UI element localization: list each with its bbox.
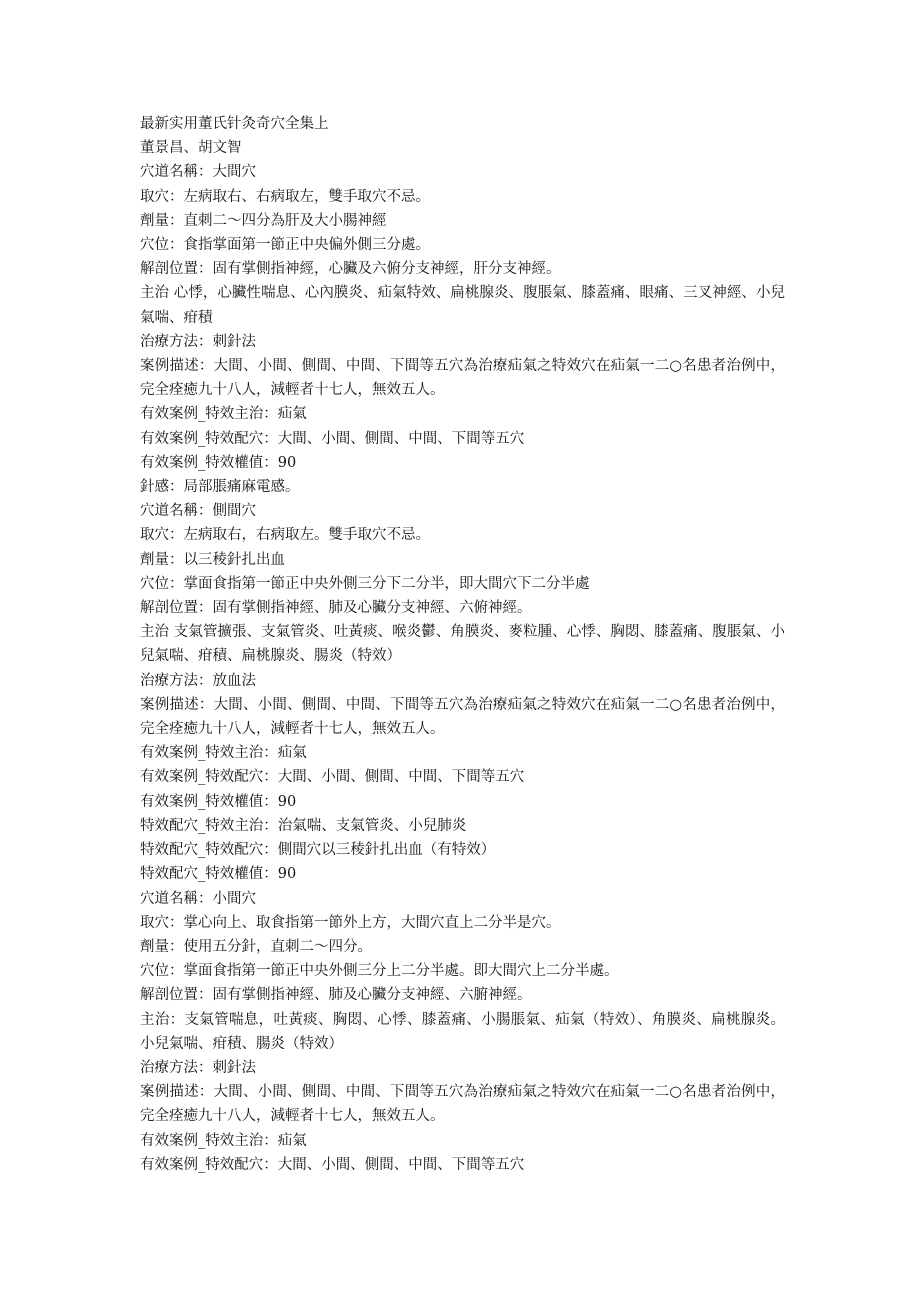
entry-line: 劑量：使用五分針，直刺二～四分。 [140,938,372,955]
entry-line: 主治 心悸，心臟性喘息、心內膜炎、疝氣特效、扁桃腺炎、腹脹氣、膝蓋痛、眼痛、三叉神經、小兒氣喘、疳積 [140,285,785,326]
document-authors: 董景昌、胡文智 [140,140,242,157]
entry-line: 主治：支氣管喘息，吐黃痰、胸悶、心悸、膝蓋痛、小腸脹氣、疝氣（特效）、角膜炎、扁桃腺炎。小兒氣喘、疳積、腸炎（特效） [140,1011,785,1052]
entry-line: 案例描述：大間、小間、側間、中間、下間等五穴為治療疝氣之特效穴在疝氣一二○名患者治例中，完全痊癒九十八人，減輕者十七人，無效五人。 [140,696,785,738]
entry-line: 取穴：左病取右，右病取左。雙手取穴不忌。 [140,527,430,544]
entry-line: 特效配穴_特效主治：治氣喘、支氣管炎、小兒肺炎 [140,817,467,834]
entry-line: 穴道名稱：小間穴 [140,890,256,907]
document-title: 最新实用董氏针灸奇穴全集上 [140,116,329,132]
entry-line: 劑量：以三稜針扎出血 [140,551,285,568]
entry-line: 有效案例_特效配穴：大間、小間、側間、中間、下間等五穴 [140,1156,525,1173]
entry-line: 治療方法：刺針法 [140,1059,256,1076]
entry-line: 有效案例_特效配穴：大間、小間、側間、中間、下間等五穴 [140,769,525,786]
entry-line: 取穴：掌心向上、取食指第一節外上方，大間穴直上二分半是穴。 [140,914,561,931]
entry-line: 穴位：掌面食指第一節正中央外側三分上二分半處。即大間穴上二分半處。 [140,963,619,980]
entry-line: 解剖位置：固有掌側指神經、肺及心臟分支神經、六腑神經。 [140,987,532,1004]
entry-line: 有效案例_特效主治：疝氣 [140,406,307,423]
entry-line: 有效案例_特效主治：疝氣 [140,1132,307,1149]
entry-line: 針感：局部脹痛麻電感。 [140,479,300,496]
entry-line: 穴道名稱：大間穴 [140,164,256,181]
entry-line: 有效案例_特效配穴：大間、小間、側間、中間、下間等五穴 [140,430,525,447]
document-page [140,112,785,1177]
entry-line: 有效案例_特效權值：90 [140,793,297,810]
entry-line: 取穴：左病取右、右病取左，雙手取穴不忌。 [140,188,430,205]
entry-line: 特效配穴_特效權值：90 [140,866,297,883]
entry-line: 案例描述：大間、小間、側間、中間、下間等五穴為治療疝氣之特效穴在疝氣一二○名患者治例中，完全痊癒九十八人，減輕者十七人，無效五人。 [140,1084,785,1125]
entry-line: 解剖位置：固有掌側指神經，心臟及六俯分支神經，肝分支神經。 [140,261,561,278]
entry-line: 治療方法：放血法 [140,672,256,689]
entry-line: 穴道名稱：側間穴 [140,503,256,520]
entry-line: 案例描述：大間、小間、側間、中間、下間等五穴為治療疝氣之特效穴在疝氣一二○名患者治例中，完全痊癒九十八人，減輕者十七人，無效五人。 [140,358,785,399]
entry-line: 解剖位置：固有掌側指神經、肺及心臟分支神經、六俯神經。 [140,600,532,617]
entry-line: 穴位：掌面食指第一節正中央外側三分下二分半，即大間穴下二分半處 [140,575,590,592]
entry-line: 劑量：直刺二～四分為肝及大小腸神經 [140,212,387,229]
entry-line: 治療方法：刺針法 [140,333,256,350]
entry-line: 穴位：食指掌面第一節正中央偏外側三分處。 [140,237,430,254]
entry-line: 有效案例_特效主治：疝氣 [140,745,307,762]
entry-line: 主治 支氣管擴張、支氣管炎、吐黃痰、喉炎鬱、角膜炎、麥粒腫、心悸、胸悶、膝蓋痛、腹脹氣、小兒氣喘、疳積、扁桃腺炎、腸炎（特效） [140,624,785,665]
entry-line: 特效配穴_特效配穴：側間穴以三稜針扎出血（有特效） [140,842,496,859]
entry-line: 有效案例_特效權值：90 [140,454,297,471]
